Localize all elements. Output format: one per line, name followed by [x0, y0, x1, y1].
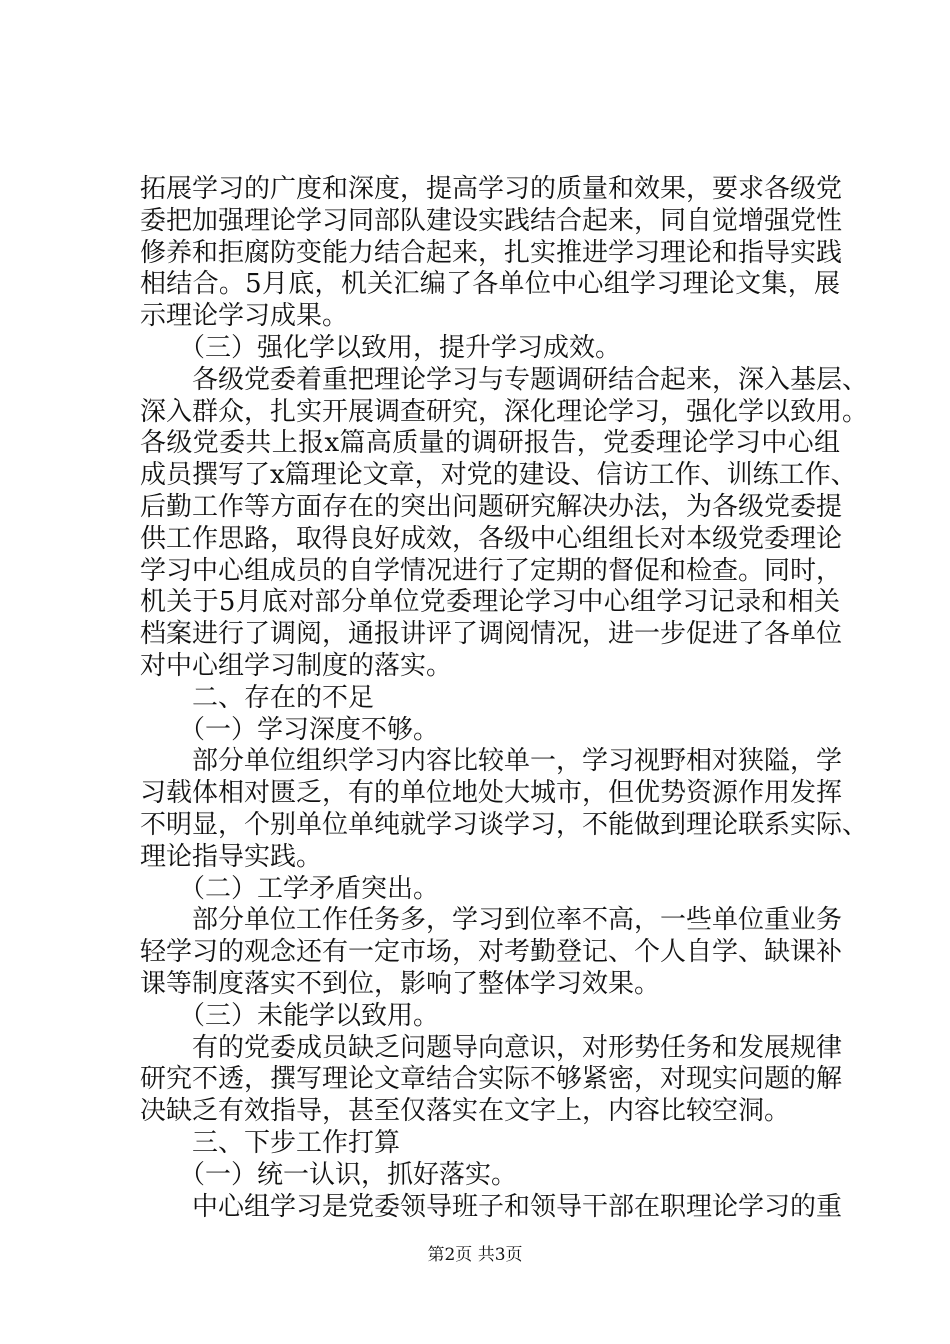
- text-line: 供工作思路，取得良好成效，各级中心组组长对本级党委理论: [140, 523, 843, 554]
- text-line: 轻学习的观念还有一定市场，对考勤登记、个人自学、缺课补: [140, 937, 843, 968]
- text-line: 决缺乏有效指导，甚至仅落实在文字上，内容比较空洞。: [140, 1096, 791, 1127]
- text-line: 档案进行了调阅，通报讲评了调阅情况，进一步促进了各单位: [140, 619, 843, 650]
- text-line: 各级党委着重把理论学习与专题调研结合起来，深入基层、: [140, 364, 869, 395]
- text-line: 研究不透，撰写理论文章结合实际不够紧密，对现实问题的解: [140, 1064, 843, 1095]
- document-body: [140, 174, 869, 1223]
- text-line: 二、存在的不足: [140, 682, 375, 713]
- text-line: 对中心组学习制度的落实。: [140, 650, 453, 681]
- text-line: 学习中心组成员的自学情况进行了定期的督促和检查。同时，: [140, 555, 843, 586]
- text-line: 深入群众，扎实开展调查研究，深化理论学习，强化学以致用。: [140, 396, 869, 427]
- text-line: 有的党委成员缺乏问题导向意识，对形势任务和发展规律: [140, 1032, 843, 1063]
- text-line: （一）学习深度不够。: [140, 714, 440, 745]
- text-line: 成员撰写了x篇理论文章，对党的建设、信访工作、训练工作、: [140, 460, 857, 491]
- text-line: 中心组学习是党委领导班子和领导干部在职理论学习的重: [140, 1191, 843, 1222]
- text-line: 委把加强理论学习同部队建设实践结合起来，同自觉增强党性: [140, 205, 843, 236]
- page-footer: [0, 1244, 950, 1266]
- text-line: 拓展学习的广度和深度，提高学习的质量和效果，要求各级党: [140, 174, 843, 204]
- text-line: 部分单位组织学习内容比较单一，学习视野相对狭隘，学: [140, 746, 843, 777]
- text-line: 习载体相对匮乏，有的单位地处大城市，但优势资源作用发挥: [140, 778, 843, 809]
- text-line: 课等制度落实不到位，影响了整体学习效果。: [140, 968, 661, 999]
- text-line: 理论指导实践。: [140, 841, 323, 872]
- text-line: 不明显，个别单位单纯就学习谈学习，不能做到理论联系实际、: [140, 809, 869, 840]
- text-line: 后勤工作等方面存在的突出问题研究解决办法，为各级党委提: [140, 491, 843, 522]
- text-line: 各级党委共上报x篇高质量的调研报告，党委理论学习中心组: [140, 428, 840, 459]
- text-line: 部分单位工作任务多，学习到位率不高，一些单位重业务: [140, 905, 843, 936]
- text-line: 修养和拒腐防变能力结合起来，扎实推进学习理论和指导实践: [140, 237, 843, 268]
- text-line: （三）未能学以致用。: [140, 1000, 440, 1031]
- text-line: 机关于5月底对部分单位党委理论学习中心组学习记录和相关: [140, 587, 840, 618]
- text-line: （二）工学矛盾突出。: [140, 873, 440, 904]
- text-line: 相结合。5月底，机关汇编了各单位中心组学习理论文集，展: [140, 269, 840, 300]
- text-line: （三）强化学以致用，提升学习成效。: [140, 332, 622, 363]
- text-line: 示理论学习成果。: [140, 301, 349, 332]
- text-line: 三、下步工作打算: [140, 1127, 401, 1158]
- page-number-label: 第2页 共3页: [427, 1245, 523, 1265]
- text-line: （一）统一认识，抓好落实。: [140, 1159, 518, 1190]
